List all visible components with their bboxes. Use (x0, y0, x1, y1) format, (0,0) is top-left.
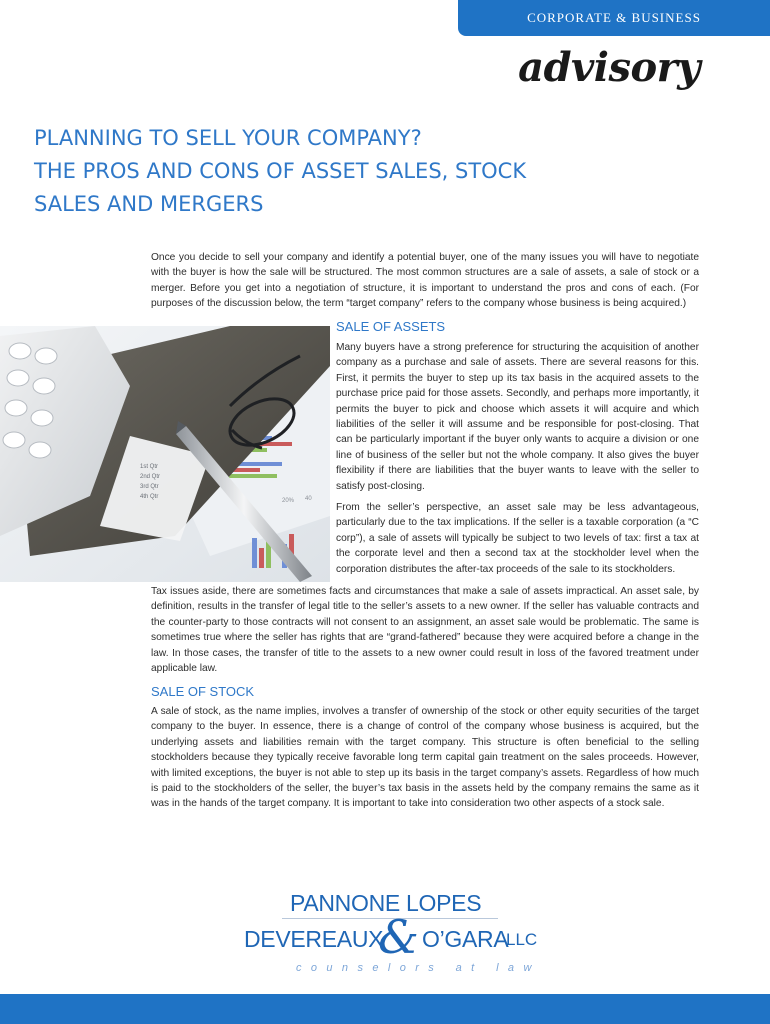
header-banner (458, 0, 770, 36)
heading-sale-of-assets: SALE OF ASSETS (336, 319, 446, 334)
logo-suffix: LLC (506, 930, 538, 949)
photo-label: 3rd Qtr (140, 484, 159, 490)
stock-sales-paragraph-1: A sale of stock, as the name implies, involves a transfer of ownership of the stock or other equity securities of the target company to the buyer. In essence, there is a change of control of the company whose business is acquired, but the underlying assets and liabilities remain with the target company. This structure is often beneficial to the selling stockholders because they typically receive favorable long term capital gain treatment on the sales proceeds. However, with limited exceptions, the buyer is not able to step up its basis in the target company’s assets. Regardless of how much is paid to the stockholders of the seller, the buyer’s tax basis in the assets held by the company remains the same as it was in the hands of the target company. It is important to take into consideration two other aspects of a stock sale. (151, 706, 699, 810)
footer-bar (0, 994, 770, 1024)
page-title (34, 122, 654, 221)
title-line-3: SALES AND MERGERS (34, 192, 264, 216)
banner-text: CORPORATE & BUSINESS (527, 10, 701, 25)
section-title: advisory (518, 44, 700, 91)
logo-ampersand: & (378, 910, 419, 964)
logo-line-2-right: O’GARA (422, 926, 509, 952)
photo-label: 4th Qtr (140, 494, 159, 500)
intro-paragraph: Once you decide to sell your company and identify a potential buyer, one of the many issues you will have to negotiate with the buyer is how the sale will be structured. The most common structures are a sale of assets, a sale of stock or a merger. Before you get into a negotiation of structure, it is important to understand the pros and cons of each. (For purposes of the discussion below, the term “target company” refers to the company whose business is being acquired.) (151, 252, 699, 310)
logo-line-1: PANNONE LOPES (290, 890, 482, 916)
photo-label: 1st Qtr (140, 464, 159, 470)
article-photo (0, 326, 330, 582)
title-line-1: PLANNING TO SELL YOUR COMPANY? (34, 126, 422, 150)
heading-sale-of-stock: SALE OF STOCK (151, 684, 255, 699)
photo-illustration (0, 326, 330, 582)
title-line-2: THE PROS AND CONS OF ASSET SALES, STOCK (34, 159, 527, 183)
asset-sales-paragraph-1: Many buyers have a strong preference for structuring the acquisition of another company as a purchase and sale of assets. There are several reasons for this. First, it permits the buyer to step up its tax basis in the acquired assets to the purchase price paid for those assets. Secondly, and perhaps more importantly, it permits the buyer to pick and choose which assets it will acquire and which liabilities of the seller it will assume and be responsible for post-closing. That can be particularly important if the buyer only wants to acquire a division or one line of business of the seller but not the whole company. It also gives the buyer flexibility if there are liabilities that the buyer wants to leave with the seller to satisfy post-closing. (336, 342, 699, 492)
logo-line-2-left: DEVEREAUX (244, 926, 384, 952)
photo-label: 2nd Qtr (140, 474, 161, 480)
logo-tagline: counselors at law (296, 962, 541, 974)
asset-sales-paragraph-3: Tax issues aside, there are sometimes facts and circumstances that make a sale of assets impractical. An asset sale, by definition, results in the transfer of legal title to the seller’s assets to a new owner. If the seller has valuable contracts and the counter-party to those contracts will not consent to an assignment, an asset sale would be problematic. The same is sometimes true where the seller has rights that are “grand-fathered” because they were acquired before a change in the law. In those cases, the transfer of title to the assets to a new owner could result in loss of the favored treatment under applicable law. (151, 586, 699, 675)
photo-label: 40 (305, 496, 312, 502)
asset-sales-paragraph-2: From the seller’s perspective, an asset sale may be less advantageous, particularly due to the tax implications. If the seller is a taxable corporation (a “C corp”), a sale of assets will typically be subject to two levels of tax: first a tax at the corporate level and then a second tax at the stockholder level when the corporation distributes the after-tax proceeds of the sale to its stockholders. (336, 502, 699, 575)
photo-label: 20% (282, 498, 295, 504)
